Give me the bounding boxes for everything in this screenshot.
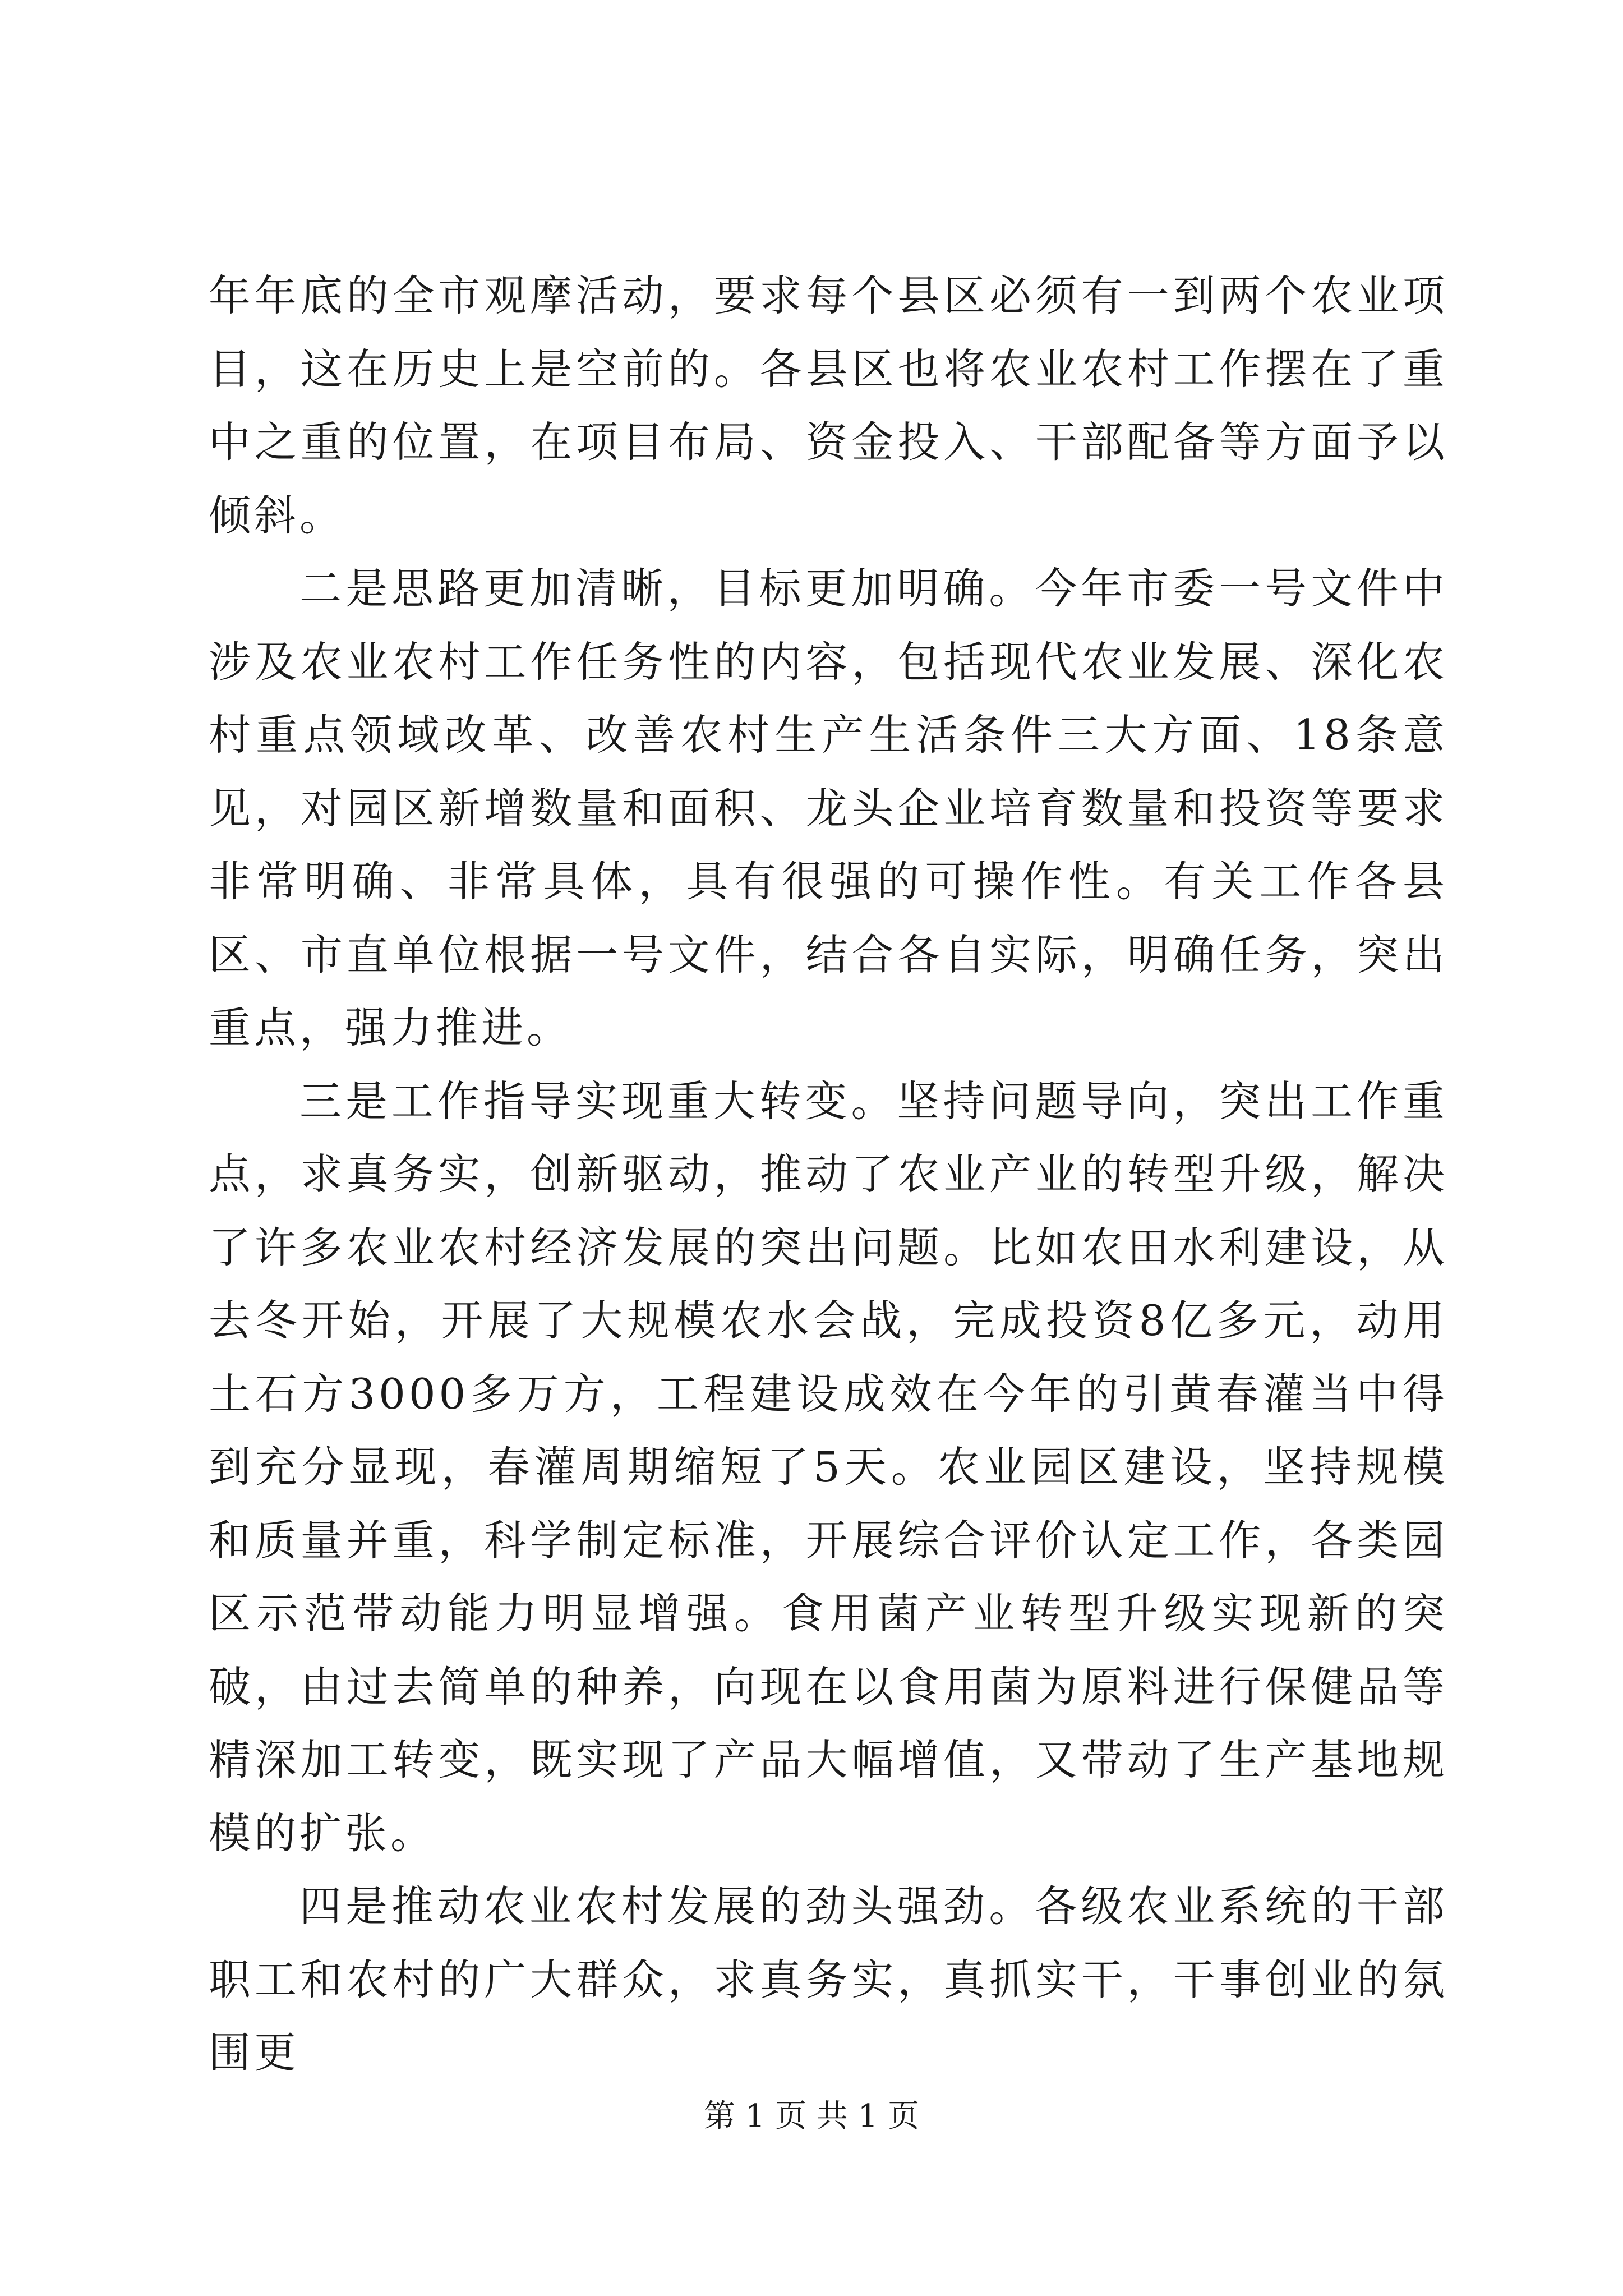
page-footer: [0, 2097, 1623, 2136]
paragraph: 年年底的全市观摩活动，要求每个县区必须有一到两个农业项目，这在历史上是空前的。各县区也将农业农村工作摆在了重中之重的位置，在项目布局、资金投入、干部配备等方面予以倾斜。: [209, 271, 1448, 540]
paragraph: 三是工作指导实现重大转变。坚持问题导向，突出工作重点，求真务实，创新驱动，推动了农业产业的转型升级，解决了许多农业农村经济发展的突出问题。比如农田水利建设，从去冬开始，开展了大规模农水会战，完成投资8亿多元，动用土石方3000多万方，工程建设成效在今年的引黄春灌当中得到充分显现，春灌周期缩短了5天。农业园区建设，坚持规模和质量并重，科学制定标准，开展综合评价认定工作，各类园区示范带动能力明显增强。食用菌产业转型升级实现新的突破，由过去简单的种养，向现在以食用菌为原料进行保健品等精深加工转变，既实现了产品大幅增值，又带动了生产基地规模的扩张。: [209, 1076, 1448, 1858]
paragraph: 四是推动农业农村发展的劲头强劲。各级农业系统的干部职工和农村的广大群众，求真务实，真抓实干，干事创业的氛围更: [209, 1881, 1448, 2077]
paragraph: 二是思路更加清晰，目标更加明确。今年市委一号文件中涉及农业农村工作任务性的内容，包括现代农业发展、深化农村重点领域改革、改善农村生产生活条件三大方面、18条意见，对园区新增数量和面积、龙头企业培育数量和投资等要求非常明确、非常具体，具有很强的可操作性。有关工作各县区、市直单位根据一号文件，结合各自实际，明确任务，突出重点，强力推进。: [209, 564, 1448, 1052]
page-number: 第 1 页 共 1 页: [703, 2098, 920, 2134]
document-body: [209, 259, 1448, 2090]
